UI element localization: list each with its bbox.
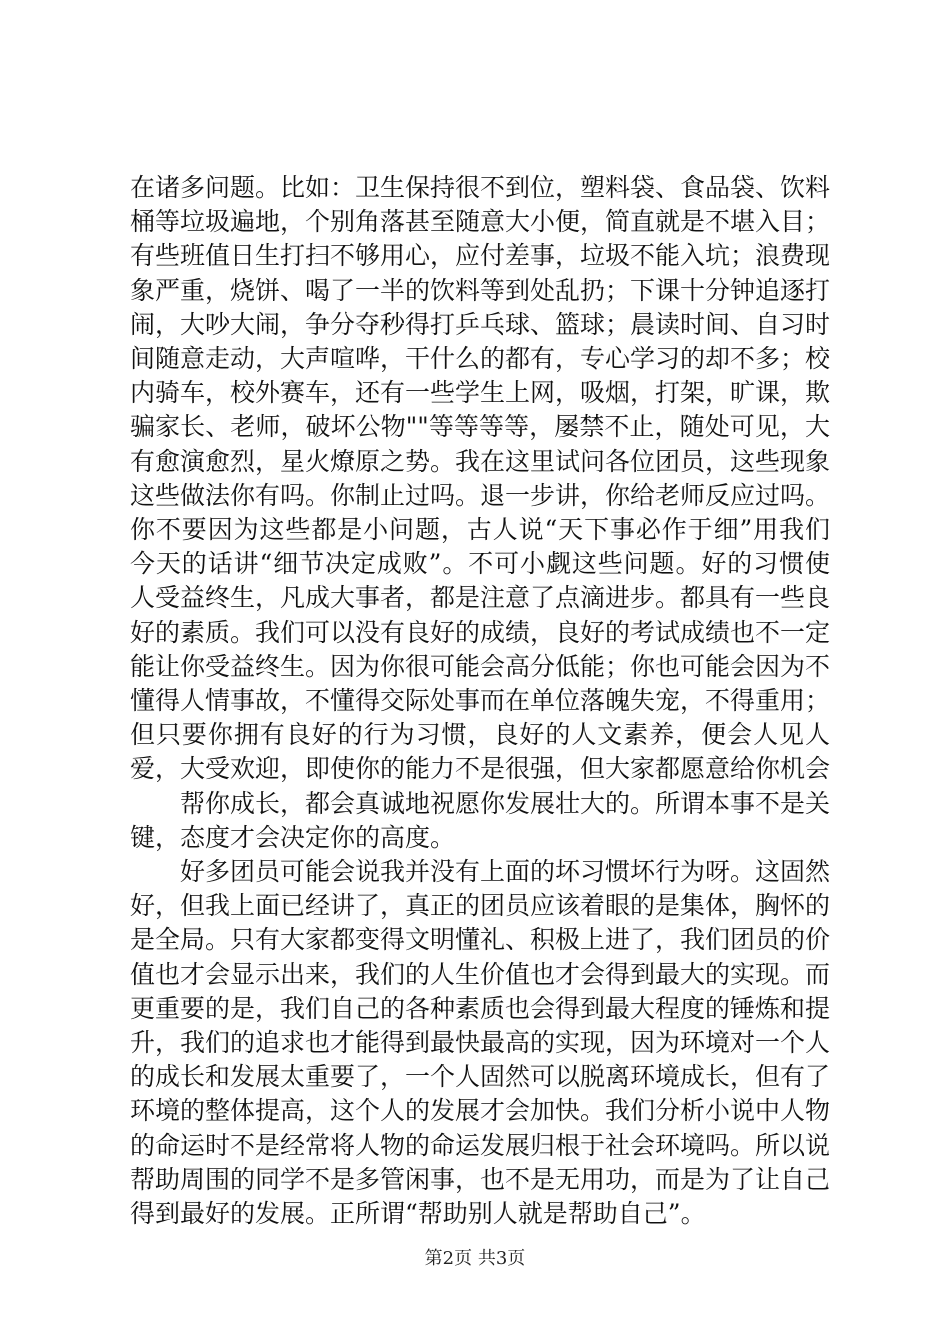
page-number-footer: 第2页 共3页	[424, 1248, 526, 1269]
body-text	[130, 171, 830, 1231]
paragraph-1: 在诸多问题。比如：卫生保持很不到位，塑料袋、食品袋、饮料桶等垃圾遍地，个别角落甚至随意大小便，简直就是不堪入目；有些班值日生打扫不够用心，应付差事，垃圾不能入坑；浪费现象严重，烧饼、喝了一半的饮料等到处乱扔；下课十分钟追逐打闹，大吵大闹，争分夺秒得打乒乓球、篮球；晨读时间、自习时间随意走动，大声喧哗，干什么的都有，专心学习的却不多；校内骑车，校外赛车，还有一些学生上网，吸烟，打架，旷课，欺骗家长、老师，破坏公物""等等等等，屡禁不止，随处可见，大有愈演愈烈，星火燎原之势。我在这里试问各位团员，这些现象这些做法你有吗。你制止过吗。退一步讲，你给老师反应过吗。你不要因为这些都是小问题，古人说“天下事必作于细”用我们今天的话讲“细节决定成败”。不可小觑这些问题。好的习惯使人受益终生，凡成大事者，都是注意了点滴进步。都具有一些良好的素质。我们可以没有良好的成绩，良好的考试成绩也不一定能让你受益终生。因为你很可能会高分低能；你也可能会因为不懂得人情事故，不懂得交际处事而在单位落魄失宠，不得重用；但只要你拥有良好的行为习惯，良好的人文素养，便会人见人爱，大受欢迎，即使你的能力不是很强，但大家都愿意给你机会	[130, 173, 831, 784]
paragraph-2: 帮你成长，都会真诚地祝愿你发展壮大的。所谓本事不是关键，态度才会决定你的高度。	[130, 788, 831, 852]
paragraph-3: 好多团员可能会说我并没有上面的坏习惯坏行为呀。这固然好，但我上面已经讲了，真正的团员应该着眼的是集体，胸怀的是全局。只有大家都变得文明懂礼、积极上进了，我们团员的价值也才会显示出来，我们的人生价值也才会得到最大的实现。而更重要的是，我们自己的各种素质也会得到最大程度的锤炼和提升，我们的追求也才能得到最快最高的实现，因为环境对一个人的成长和发展太重要了，一个人固然可以脱离环境成长，但有了环境的整体提高，这个人的发展才会加快。我们分析小说中人物的命运时不是经常将人物的命运发展归根于社会环境吗。所以说帮助周围的同学不是多管闲事，也不是无用功，而是为了让自己得到最好的发展。正所谓“帮助别人就是帮助自己”。	[130, 857, 831, 1229]
